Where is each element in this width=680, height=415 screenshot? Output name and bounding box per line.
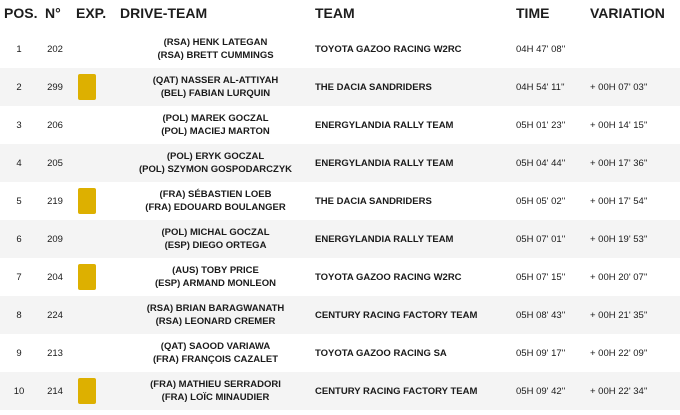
drive-team-cell	[118, 182, 313, 220]
drive-team-cell	[118, 144, 313, 182]
codriver-name: (RSA) BRETT CUMMINGS	[157, 50, 274, 61]
time-cell: 05H 09' 17''	[516, 347, 566, 359]
header-variation[interactable]: VARIATION	[590, 5, 665, 21]
driver-name: (AUS) TOBY PRICE	[172, 265, 259, 276]
team-cell: TOYOTA GAZOO RACING W2RC	[315, 43, 462, 55]
variation-cell: + 00H 20' 07''	[590, 271, 648, 283]
position-cell: 9	[16, 347, 22, 359]
expert-cell	[78, 106, 98, 144]
position-cell: 8	[16, 309, 22, 321]
team-cell: ENERGYLANDIA RALLY TEAM	[315, 157, 454, 169]
driver-name: (RSA) BRIAN BARAGWANATH	[146, 303, 285, 314]
expert-badge-icon	[78, 264, 96, 290]
variation-cell: + 00H 07' 03''	[590, 81, 648, 93]
codriver-name: (POL) MACIEJ MARTON	[161, 126, 270, 137]
car-number-cell: 214	[47, 385, 63, 397]
team-cell: TOYOTA GAZOO RACING W2RC	[315, 271, 462, 283]
table-row[interactable]	[0, 30, 680, 68]
driver-name: (FRA) SÉBASTIEN LOEB	[159, 189, 272, 200]
expert-cell	[78, 182, 98, 220]
header-team[interactable]: TEAM	[315, 5, 355, 21]
table-body	[0, 30, 680, 410]
expert-cell	[78, 30, 98, 68]
time-cell: 05H 07' 01''	[516, 233, 566, 245]
position-cell: 7	[16, 271, 22, 283]
car-number-cell: 213	[47, 347, 63, 359]
team-cell: ENERGYLANDIA RALLY TEAM	[315, 119, 454, 131]
time-cell: 05H 05' 02''	[516, 195, 566, 207]
driver-name: (FRA) MATHIEU SERRADORI	[150, 379, 281, 390]
team-cell: THE DACIA SANDRIDERS	[315, 195, 432, 207]
driver-name: (POL) MAREK GOCZAL	[162, 113, 269, 124]
header-time[interactable]: TIME	[516, 5, 550, 21]
table-row[interactable]	[0, 182, 680, 220]
drive-team-cell	[118, 296, 313, 334]
variation-cell: + 00H 19' 53''	[590, 233, 648, 245]
time-cell: 05H 07' 15''	[516, 271, 566, 283]
time-cell: 05H 01' 23''	[516, 119, 566, 131]
drive-team-cell	[118, 106, 313, 144]
car-number-cell: 204	[47, 271, 63, 283]
expert-cell	[78, 372, 98, 410]
driver-name: (RSA) HENK LATEGAN	[163, 37, 268, 48]
position-cell: 4	[16, 157, 22, 169]
table-row[interactable]	[0, 144, 680, 182]
position-cell: 3	[16, 119, 22, 131]
time-cell: 05H 09' 42''	[516, 385, 566, 397]
table-row[interactable]	[0, 296, 680, 334]
time-cell: 04H 54' 11''	[516, 81, 565, 93]
team-cell: THE DACIA SANDRIDERS	[315, 81, 432, 93]
position-cell: 5	[16, 195, 22, 207]
header-exp[interactable]: EXP.	[76, 5, 107, 21]
driver-name: (QAT) NASSER AL-ATTIYAH	[152, 75, 279, 86]
car-number-cell: 219	[47, 195, 63, 207]
table-row[interactable]	[0, 334, 680, 372]
team-cell: CENTURY RACING FACTORY TEAM	[315, 385, 478, 397]
variation-cell	[590, 30, 678, 68]
drive-team-cell	[118, 220, 313, 258]
expert-cell	[78, 68, 98, 106]
car-number-cell: 206	[47, 119, 63, 131]
expert-cell	[78, 144, 98, 182]
team-cell: CENTURY RACING FACTORY TEAM	[315, 309, 478, 321]
variation-cell: + 00H 17' 54''	[590, 195, 648, 207]
codriver-name: (POL) SZYMON GOSPODARCZYK	[138, 164, 293, 175]
position-cell: 1	[16, 43, 22, 55]
variation-cell: + 00H 14' 15''	[590, 119, 648, 131]
driver-name: (POL) MICHAL GOCZAL	[161, 227, 270, 238]
table-row[interactable]	[0, 220, 680, 258]
header-drive-team[interactable]: DRIVE-TEAM	[120, 5, 208, 21]
header-num[interactable]: N°	[45, 5, 61, 21]
codriver-name: (FRA) EDOUARD BOULANGER	[145, 202, 286, 213]
drive-team-cell	[118, 334, 313, 372]
time-cell: 05H 08' 43''	[516, 309, 566, 321]
expert-badge-icon	[78, 188, 96, 214]
codriver-name: (BEL) FABIAN LURQUIN	[160, 88, 271, 99]
codriver-name: (FRA) LOÏC MINAUDIER	[161, 392, 270, 403]
expert-cell	[78, 296, 98, 334]
drive-team-cell	[118, 30, 313, 68]
header-pos[interactable]: POS.	[4, 5, 38, 21]
variation-cell: + 00H 22' 09''	[590, 347, 648, 359]
team-cell: TOYOTA GAZOO RACING SA	[315, 347, 447, 359]
expert-cell	[78, 258, 98, 296]
codriver-name: (FRA) FRANÇOIS CAZALET	[152, 354, 279, 365]
expert-badge-icon	[78, 378, 96, 404]
driver-name: (QAT) SAOOD VARIAWA	[160, 341, 271, 352]
drive-team-cell	[118, 258, 313, 296]
table-row[interactable]	[0, 106, 680, 144]
expert-cell	[78, 220, 98, 258]
drive-team-cell	[118, 372, 313, 410]
drive-team-cell	[118, 68, 313, 106]
car-number-cell: 209	[47, 233, 63, 245]
table-header	[0, 0, 680, 30]
expert-badge-icon	[78, 74, 96, 100]
table-row[interactable]	[0, 258, 680, 296]
time-cell: 05H 04' 44''	[516, 157, 566, 169]
car-number-cell: 299	[47, 81, 63, 93]
car-number-cell: 205	[47, 157, 63, 169]
variation-cell: + 00H 21' 35''	[590, 309, 648, 321]
variation-cell: + 00H 17' 36''	[590, 157, 648, 169]
position-cell: 2	[16, 81, 22, 93]
car-number-cell: 224	[47, 309, 63, 321]
car-number-cell: 202	[47, 43, 63, 55]
position-cell: 6	[16, 233, 22, 245]
expert-cell	[78, 334, 98, 372]
table-row[interactable]	[0, 68, 680, 106]
variation-cell: + 00H 22' 34''	[590, 385, 648, 397]
time-cell: 04H 47' 08''	[516, 43, 566, 55]
codriver-name: (RSA) LEONARD CREMER	[155, 316, 276, 327]
team-cell: ENERGYLANDIA RALLY TEAM	[315, 233, 454, 245]
codriver-name: (ESP) DIEGO ORTEGA	[164, 240, 267, 251]
table-row[interactable]	[0, 372, 680, 410]
codriver-name: (ESP) ARMAND MONLEON	[154, 278, 277, 289]
position-cell: 10	[13, 385, 25, 397]
driver-name: (POL) ERYK GOCZAL	[166, 151, 265, 162]
